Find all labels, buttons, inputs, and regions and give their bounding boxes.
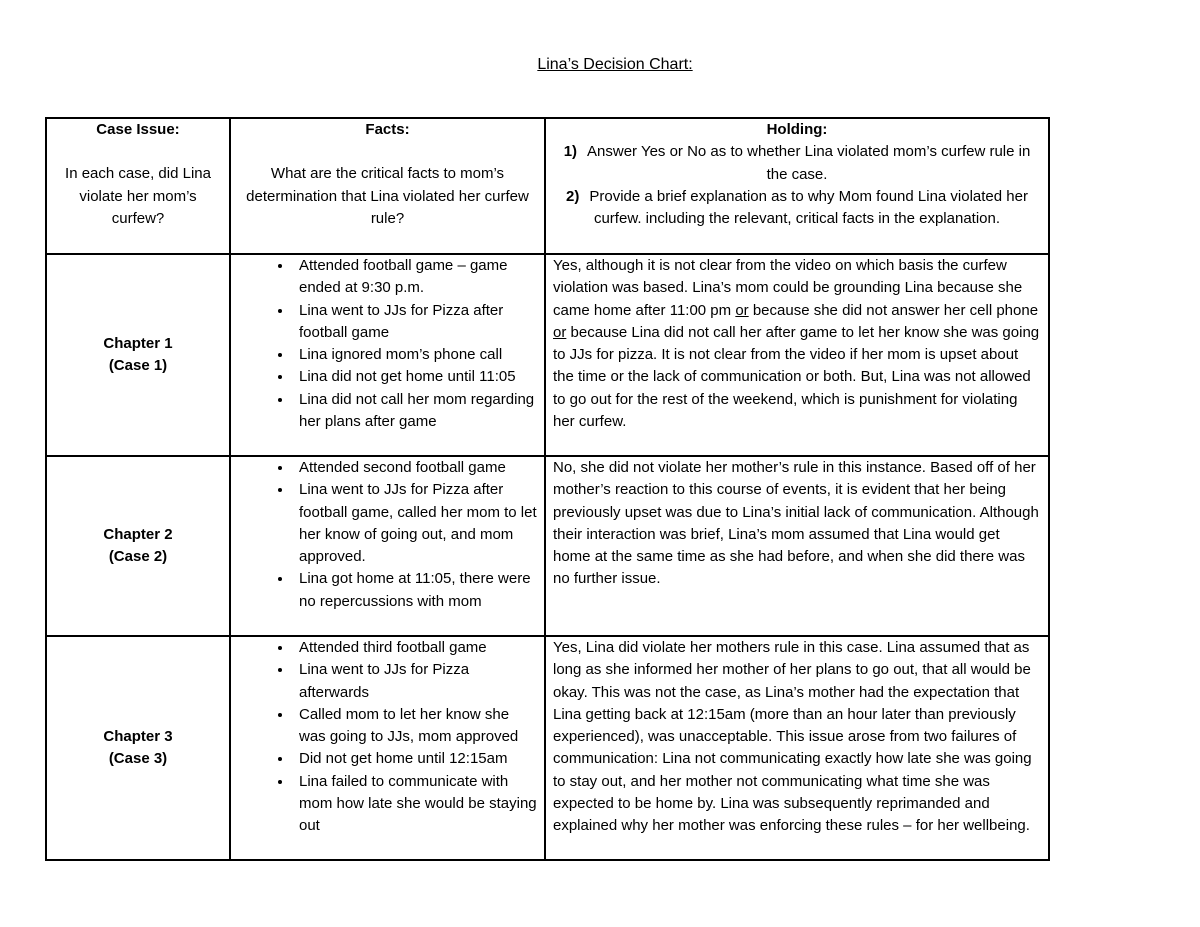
case-issue-header (46, 118, 230, 254)
chapter-cell (46, 456, 230, 636)
case-row-1 (46, 254, 1049, 456)
fact-item: • Lina went to JJs for Pizza after football game (293, 300, 537, 345)
holding-instructions (553, 141, 1041, 230)
facts-list (238, 255, 537, 433)
fact-item: • Lina went to JJs for Pizza after football game, called her mom to let her know of going out, and mom approved. (293, 479, 537, 568)
case-row-2 (46, 456, 1049, 636)
case-label: (Case 2) (108, 548, 168, 565)
facts-cell (230, 636, 545, 860)
header-row (46, 118, 1049, 254)
case-issue-question: In each case, did Lina violate her mom’s curfew? (65, 165, 211, 227)
facts-label: Facts: (365, 121, 410, 138)
fact-item: • Lina failed to communicate with mom how late she would be staying out (293, 771, 537, 838)
decision-chart-table (45, 117, 1050, 861)
fact-item: • Did not get home until 12:15am (293, 748, 537, 770)
holding-header (545, 118, 1049, 254)
holding-instruction: 2) Provide a brief explanation as to why Mom found Lina violated her curfew. including the relevant, critical facts in the explanation. (566, 187, 1028, 228)
facts-cell (230, 254, 545, 456)
fact-item: • Lina ignored mom’s phone call (293, 344, 537, 366)
fact-item: • Called mom to let her know she was going to JJs, mom approved (293, 704, 537, 749)
facts-question: What are the critical facts to mom’s determination that Lina violated her curfew rule? (246, 165, 529, 227)
emphasis-or: or (553, 323, 567, 341)
holding-instruction: 1) Answer Yes or No as to whether Lina violated mom’s curfew rule in the case. (563, 143, 1031, 183)
chapter-cell (46, 254, 230, 456)
fact-item: • Lina got home at 11:05, there were no repercussions with mom (293, 568, 537, 613)
fact-item: • Lina did not call her mom regarding her plans after game (293, 389, 537, 434)
case-issue-label: Case Issue: (96, 121, 180, 138)
holding-label: Holding: (766, 121, 828, 138)
facts-list (238, 457, 537, 613)
chapter-label: Chapter 2 (103, 525, 173, 543)
fact-item: • Lina did not get home until 11:05 (293, 366, 537, 388)
holding-cell: No, she did not violate her mother’s rule in this instance. Based off of her mother’s reaction to this course of events, it is evident that her being previously upset was due to Lina’s initial lack of communication. Although their interaction was brief, Lina’s mom assumed that Lina would get home at the same time as she had before, and when she did there was no further issue. (545, 456, 1049, 636)
chapter-label: Chapter 3 (103, 727, 173, 745)
case-label: (Case 3) (108, 750, 168, 767)
facts-cell (230, 456, 545, 636)
fact-item: • Lina went to JJs for Pizza afterwards (293, 659, 537, 704)
case-row-3 (46, 636, 1049, 860)
fact-item: • Attended third football game (293, 637, 537, 659)
holding-cell: Yes, although it is not clear from the video on which basis the curfew violation was based. Lina’s mom could be grounding Lina because she came home after 11:00 pm or because she did not answer her cell phone or because Lina did not call her after game to let her know she was going to JJs for pizza. It is not clear from the video if her mom is upset about the time or the lack of communication or both. But, Lina was not allowed to go out for the rest of the weekend, which is punishment for violating her curfew. (545, 254, 1049, 456)
fact-item: • Attended football game – game ended at 9:30 p.m. (293, 255, 537, 300)
holding-cell: Yes, Lina did violate her mothers rule in this case. Lina assumed that as long as she informed her mother of her plans to go out, that all would be okay. This was not the case, as Lina’s mother had the expectation that Lina getting back at 12:15am (more than an hour later than previously experienced), was unacceptable. This issue arose from two failures of communication: Lina not communicating exactly how late she was going to stay out, and her mother not communicating what time she was expected to be home by. Lina was subsequently reprimanded and explained why her mother was enforcing these rules – for her wellbeing. (545, 636, 1049, 860)
fact-item: • Attended second football game (293, 457, 537, 479)
case-label: (Case 1) (108, 357, 168, 374)
chapter-cell (46, 636, 230, 860)
chapter-label: Chapter 1 (103, 334, 173, 352)
document-title: Lina’s Decision Chart: (537, 56, 693, 73)
emphasis-or: or (735, 301, 749, 319)
facts-header (230, 118, 545, 254)
facts-list (238, 637, 537, 838)
